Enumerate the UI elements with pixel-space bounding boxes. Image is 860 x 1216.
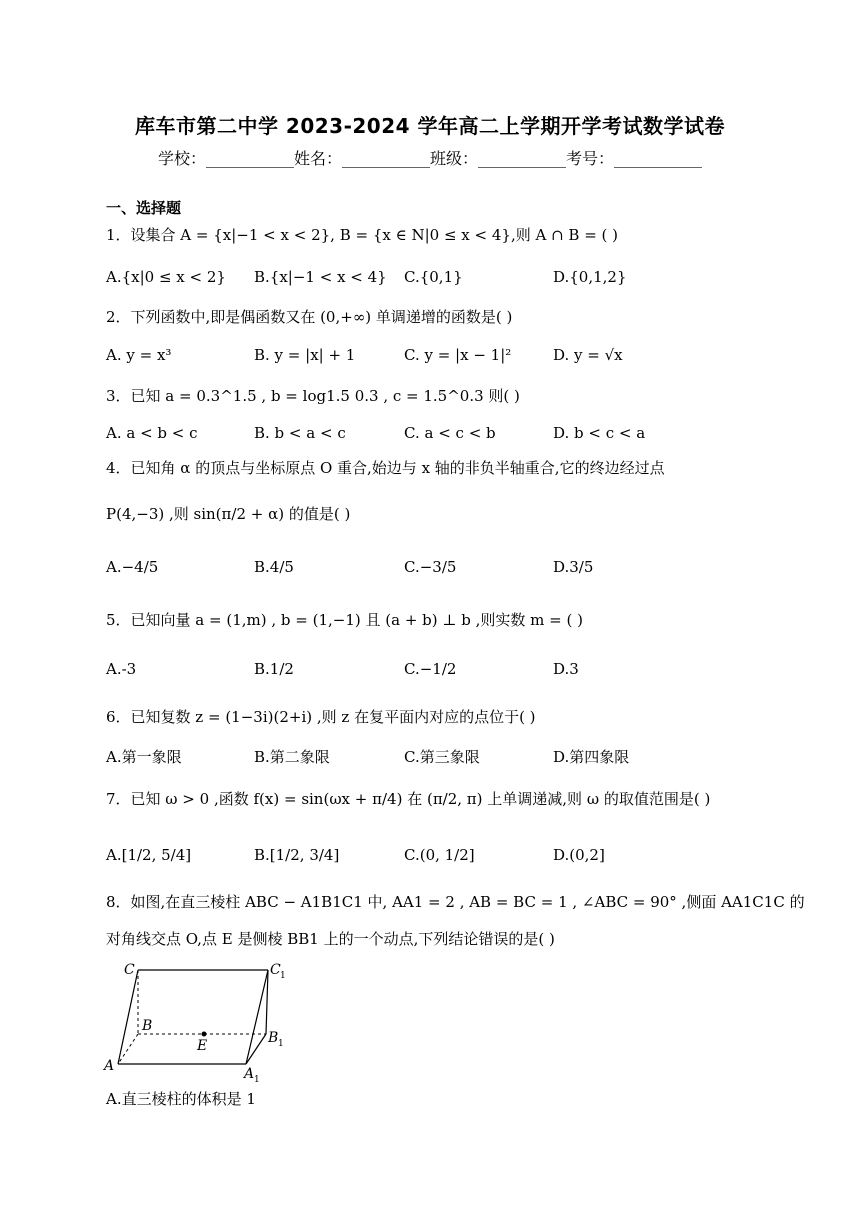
label-e: E: [197, 1038, 208, 1054]
q6-option-c: C.第三象限: [404, 748, 480, 766]
question-1-stem: 1．设集合 A = {x|−1 < x < 2}, B = {x ∈ N|0 ≤ x < 4},则 A ∩ B = ( ): [106, 226, 619, 244]
label-a1-sub: 1: [254, 1075, 260, 1083]
label-a1: A: [244, 1066, 255, 1082]
prism-figure: [100, 958, 300, 1083]
q7-option-c: C.(0, 1/2]: [404, 846, 475, 864]
q3-option-b: B. b < a < c: [254, 424, 346, 442]
q3-option-c: C. a < c < b: [404, 424, 496, 442]
question-8-stem: 8．如图,在直三棱柱 ABC − A1B1C1 中, AA1 = 2 , AB = BC = 1 , ∠ABC = 90° ,侧面 AA1C1C 的: [106, 893, 805, 911]
q5-option-c: C.−1/2: [404, 660, 457, 678]
section-heading: 一、选择题: [106, 199, 182, 217]
q2-option-b: B. y = |x| + 1: [254, 346, 356, 364]
q8-option-a: A.直三棱柱的体积是 1: [106, 1090, 256, 1108]
q2-option-a: A. y = x³: [106, 346, 172, 364]
question-6-stem: 6．已知复数 z = (1−3i)(2+i) ,则 z 在复平面内对应的点位于( ): [106, 708, 536, 726]
question-8-stem-line2: 对角线交点 O,点 E 是侧棱 BB1 上的一个动点,下列结论错误的是( ): [106, 930, 555, 948]
question-4-stem-line2: P(4,−3) ,则 sin(π/2 + α) 的值是( ): [106, 505, 351, 523]
q3-option-a: A. a < b < c: [106, 424, 198, 442]
label-c: C: [124, 962, 135, 978]
q4-option-a: A.−4/5: [106, 558, 159, 576]
question-3-stem: 3．已知 a = 0.3^1.5 , b = log1.5 0.3 , c = 1.5^0.3 则( ): [106, 387, 520, 405]
q1-option-b: B.{x|−1 < x < 4}: [254, 268, 387, 286]
label-c1-sub: 1: [280, 971, 286, 981]
question-5-stem: 5．已知向量 a = (1,m) , b = (1,−1) 且 (a + b) ⊥ b ,则实数 m = ( ): [106, 611, 583, 629]
q3-option-d: D. b < c < a: [553, 424, 646, 442]
q6-option-b: B.第二象限: [254, 748, 330, 766]
label-a: A: [104, 1058, 115, 1074]
q6-option-a: A.第一象限: [106, 748, 182, 766]
q1-option-d: D.{0,1,2}: [553, 268, 627, 286]
question-2-stem: 2．下列函数中,即是偶函数又在 (0,+∞) 单调递增的函数是( ): [106, 308, 513, 326]
q5-option-d: D.3: [553, 660, 579, 678]
page-title: 库车市第二中学 2023-2024 学年高二上学期开学考试数学试卷: [134, 114, 726, 138]
point-e-marker: [202, 1032, 207, 1037]
q2-option-c: C. y = |x − 1|²: [404, 346, 512, 364]
q5-option-b: B.1/2: [254, 660, 294, 678]
q2-option-d: D. y = √x: [553, 346, 623, 364]
label-b1: B: [268, 1030, 279, 1046]
student-info-line: 学校：___________姓名：___________班级：___________考号：___________: [157, 149, 702, 168]
q1-option-c: C.{0,1}: [404, 268, 463, 286]
q7-option-d: D.(0,2]: [553, 846, 605, 864]
label-b: B: [142, 1018, 153, 1034]
question-4-stem: 4．已知角 α 的顶点与坐标原点 O 重合,始边与 x 轴的非负半轴重合,它的终边经过点: [106, 459, 665, 477]
q6-option-d: D.第四象限: [553, 748, 630, 766]
label-c1: C: [270, 962, 281, 978]
q7-option-b: B.[1/2, 3/4]: [254, 846, 340, 864]
q1-option-a: A.{x|0 ≤ x < 2}: [106, 268, 226, 286]
q5-option-a: A.-3: [106, 660, 137, 678]
question-7-stem: 7．已知 ω > 0 ,函数 f(x) = sin(ωx + π/4) 在 (π/2, π) 上单调递减,则 ω 的取值范围是( ): [106, 790, 711, 808]
label-b1-sub: 1: [278, 1039, 284, 1049]
q4-option-b: B.4/5: [254, 558, 294, 576]
q4-option-c: C.−3/5: [404, 558, 457, 576]
q4-option-d: D.3/5: [553, 558, 594, 576]
q7-option-a: A.[1/2, 5/4]: [106, 846, 192, 864]
